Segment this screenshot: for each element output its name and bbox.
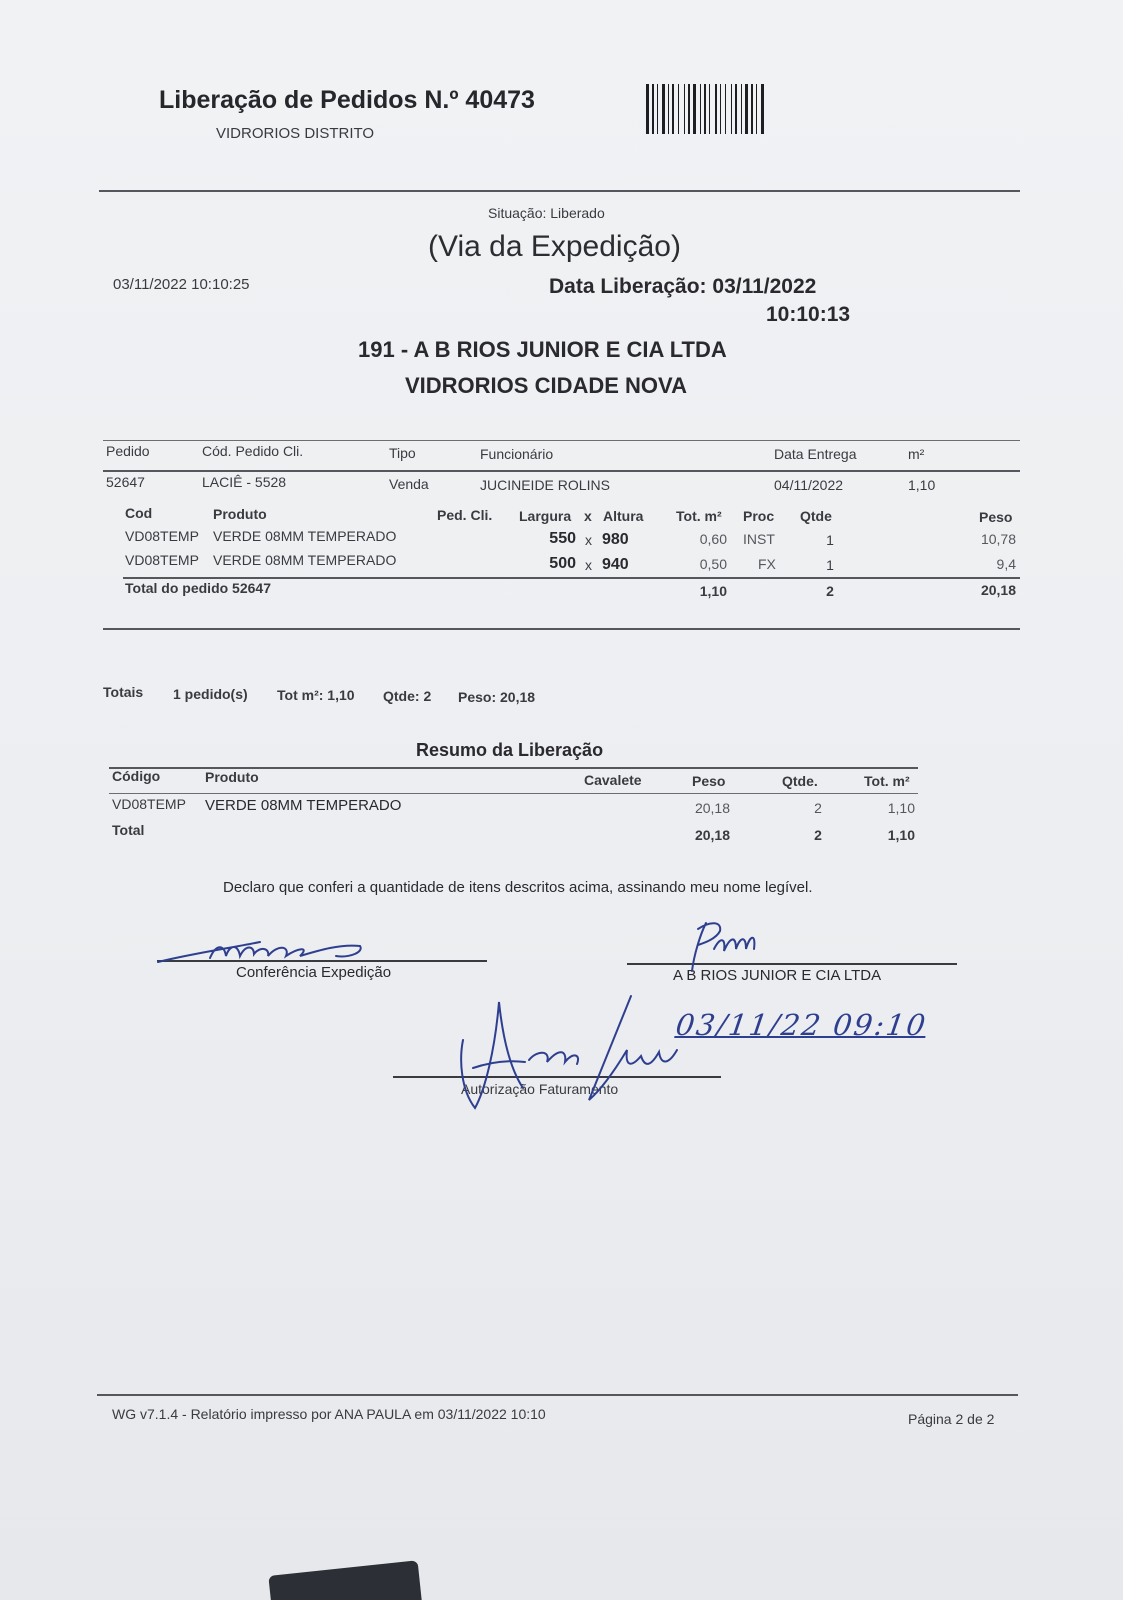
footer-divider (97, 1394, 1018, 1396)
item-col-produto: Produto (213, 506, 267, 522)
item-col-largura: Largura (519, 508, 572, 524)
item-1-largura: 550 (549, 530, 576, 547)
item-1-peso: 10,78 (980, 531, 1016, 547)
order-total-line (123, 577, 1020, 579)
order-header-line (103, 470, 1020, 472)
handwritten-signature-autorizacao (455, 990, 695, 1120)
handwritten-date: 03/11/22 09:10 (673, 1008, 930, 1042)
status-text: Situação: Liberado (488, 205, 605, 221)
signature-label-conferencia: Conferência Expedição (236, 964, 392, 981)
summary-row-peso: 20,18 (694, 800, 730, 816)
page-number: Página 2 de 2 (908, 1411, 995, 1427)
declaration-text: Declaro que conferi a quantidade de itens descritos acima, assinando meu nome legível. (223, 879, 813, 896)
summary-col-qtde: Qtde. (782, 773, 818, 789)
item-2-peso: 9,4 (996, 556, 1016, 572)
summary-col-cavalete: Cavalete (584, 772, 642, 788)
summary-header-line (109, 793, 918, 794)
summary-total-qtde: 2 (814, 827, 822, 843)
header-divider (99, 190, 1020, 192)
copy-type: (Via da Expedição) (428, 230, 681, 263)
item-col-x: x (584, 508, 592, 524)
col-m2: m² (908, 446, 925, 462)
print-datetime: 03/11/2022 10:10:25 (113, 276, 250, 293)
signature-line-client (627, 963, 957, 965)
item-2-proc: FX (758, 556, 776, 572)
summary-row-tot-m2: 1,10 (887, 800, 915, 816)
item-col-cod: Cod (125, 505, 153, 521)
handwritten-signature-client (680, 915, 770, 975)
item-col-tot-m2: Tot. m² (676, 508, 722, 524)
col-cod-pedido-cli: Cód. Pedido Cli. (202, 443, 304, 459)
order-cod-cli: LACIÊ - 5528 (202, 474, 287, 490)
order-tipo: Venda (389, 476, 429, 492)
order-total-peso: 20,18 (980, 582, 1016, 598)
summary-total-peso: 20,18 (694, 827, 730, 843)
summary-col-codigo: Código (112, 768, 161, 784)
item-1-qtde: 1 (826, 532, 834, 548)
order-total-m2: 1,10 (699, 583, 727, 599)
summary-col-peso: Peso (692, 773, 726, 789)
order-table-bottom-line (103, 628, 1020, 630)
totals-pedidos: 1 pedido(s) (173, 686, 248, 702)
document-title: Liberação de Pedidos N.º 40473 (159, 86, 535, 114)
order-total-label: Total do pedido 52647 (125, 580, 271, 596)
item-col-ped-cli: Ped. Cli. (437, 507, 493, 523)
item-2-qtde: 1 (826, 557, 834, 573)
summary-col-tot-m2: Tot. m² (864, 773, 910, 789)
summary-row-qtde: 2 (814, 800, 822, 816)
summary-col-produto: Produto (205, 769, 259, 785)
item-2-tot-m2: 0,50 (699, 556, 727, 572)
item-1-produto: VERDE 08MM TEMPERADO (213, 528, 397, 544)
handwritten-signature-conferencia (150, 930, 390, 970)
item-1-cod: VD08TEMP (125, 528, 199, 544)
order-pedido: 52647 (106, 474, 145, 490)
item-2-altura: 940 (602, 556, 629, 573)
col-tipo: Tipo (389, 445, 416, 461)
totals-m2: Tot m²: 1,10 (277, 687, 355, 703)
item-col-peso: Peso (979, 509, 1013, 525)
release-date: Data Liberação: 03/11/2022 (549, 275, 817, 298)
item-1-proc: INST (743, 531, 775, 547)
summary-row-codigo: VD08TEMP (112, 796, 186, 812)
item-2-cod: VD08TEMP (125, 552, 199, 568)
col-pedido: Pedido (106, 443, 150, 459)
item-2-x: x (585, 557, 592, 573)
release-time: 10:10:13 (766, 303, 851, 326)
item-col-qtde: Qtde (800, 508, 832, 524)
client-name: 191 - A B RIOS JUNIOR E CIA LTDA (358, 337, 727, 362)
document-subtitle: VIDRORIOS DISTRITO (216, 125, 375, 142)
client-store: VIDRORIOS CIDADE NOVA (405, 373, 687, 398)
barcode (646, 84, 810, 134)
summary-total-tot-m2: 1,10 (887, 827, 915, 843)
item-1-altura: 980 (602, 531, 629, 548)
summary-row-produto: VERDE 08MM TEMPERADO (205, 797, 402, 814)
totals-peso: Peso: 20,18 (458, 689, 536, 705)
item-col-altura: Altura (603, 508, 644, 524)
item-1-x: x (585, 532, 592, 548)
item-2-largura: 500 (549, 555, 576, 572)
signature-label-client: A B RIOS JUNIOR E CIA LTDA (673, 967, 882, 984)
item-col-proc: Proc (743, 508, 775, 524)
summary-total-label: Total (112, 822, 145, 838)
item-2-produto: VERDE 08MM TEMPERADO (213, 552, 397, 568)
summary-title: Resumo da Liberação (416, 740, 604, 760)
order-data-entrega: 04/11/2022 (774, 477, 844, 493)
col-funcionario: Funcionário (480, 446, 554, 462)
page-shadow (268, 1560, 421, 1600)
order-total-qtde: 2 (826, 583, 834, 599)
totals-qtde: Qtde: 2 (383, 688, 432, 704)
order-m2: 1,10 (908, 477, 936, 493)
signature-label-autorizacao: Autorização Faturamento (461, 1081, 619, 1097)
item-1-tot-m2: 0,60 (699, 531, 727, 547)
order-funcionario: JUCINEIDE ROLINS (480, 477, 610, 493)
col-data-entrega: Data Entrega (774, 446, 857, 462)
footer-text: WG v7.1.4 - Relatório impresso por ANA PAULA em 03/11/2022 10:10 (112, 1406, 546, 1422)
totals-label: Totais (103, 684, 144, 700)
order-table-top-line (103, 440, 1020, 441)
